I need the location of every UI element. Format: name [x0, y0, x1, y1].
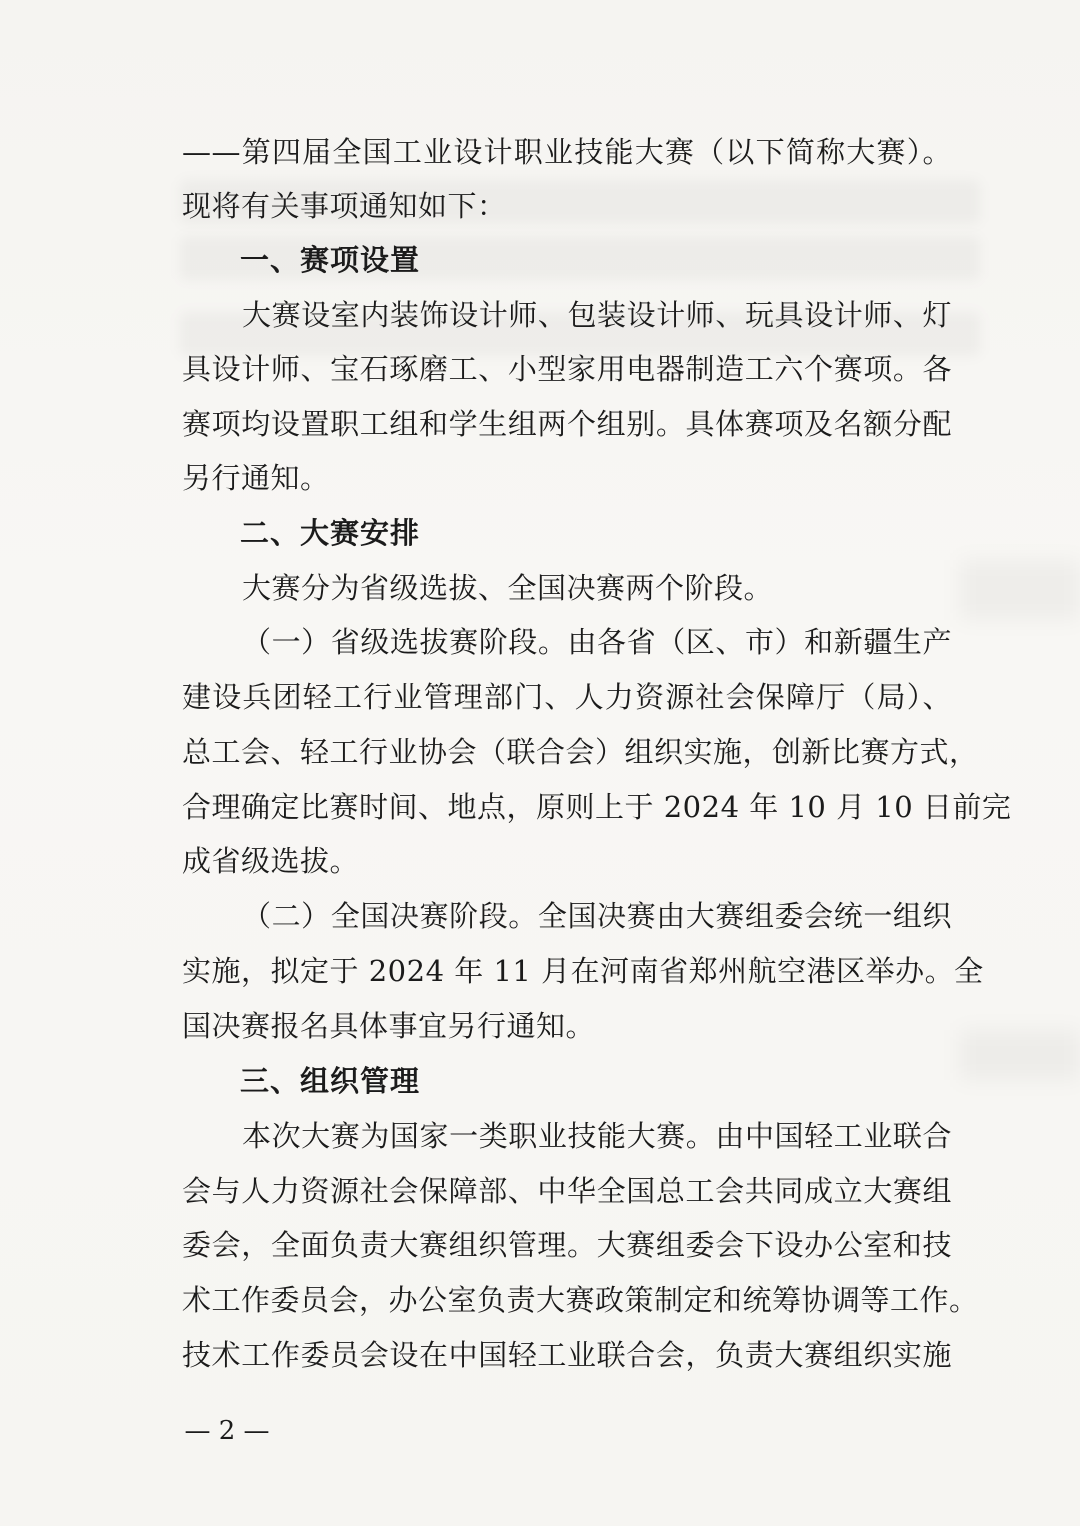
bleed-through-shadow: [960, 1030, 1080, 1080]
section-heading: 三、组织管理: [240, 1064, 421, 1098]
body-line: 另行通知。: [182, 461, 330, 495]
body-line: 具设计师、宝石琢磨工、小型家用电器制造工六个赛项。各: [182, 352, 952, 386]
body-line: 术工作委员会，办公室负责大赛政策制定和统筹协调等工作。: [182, 1283, 979, 1317]
section-heading: 二、大赛安排: [240, 516, 421, 550]
section-heading: 一、赛项设置: [240, 243, 421, 277]
body-line: 实施，拟定于 2024 年 11 月在河南省郑州航空港区举办。全: [182, 954, 984, 988]
bleed-through-shadow: [960, 560, 1080, 620]
body-line: 赛项均设置职工组和学生组两个组别。具体赛项及名额分配: [182, 407, 952, 441]
body-line: （二）全国决赛阶段。全国决赛由大赛组委会统一组织: [242, 899, 952, 933]
body-line: ——第四届全国工业设计职业技能大赛（以下简称大赛）。: [182, 135, 952, 169]
body-line: 建设兵团轻工行业管理部门、人力资源社会保障厅（局）、: [182, 680, 952, 714]
body-line: 技术工作委员会设在中国轻工业联合会，负责大赛组织实施: [182, 1338, 952, 1372]
page-number: — 2 —: [184, 1416, 270, 1446]
body-line: 总工会、轻工行业协会（联合会）组织实施，创新比赛方式，: [182, 735, 979, 769]
body-line: 现将有关事项通知如下：: [182, 189, 507, 223]
body-line: （一）省级选拔赛阶段。由各省（区、市）和新疆生产: [242, 625, 952, 659]
body-line: 大赛设室内装饰设计师、包装设计师、玩具设计师、灯: [242, 298, 952, 332]
body-line: 合理确定比赛时间、地点，原则上于 2024 年 10 月 10 日前完: [182, 790, 1012, 824]
body-line: 本次大赛为国家一类职业技能大赛。由中国轻工业联合: [242, 1119, 952, 1153]
body-line: 国决赛报名具体事宜另行通知。: [182, 1009, 596, 1043]
body-line: 大赛分为省级选拔、全国决赛两个阶段。: [242, 571, 774, 605]
body-line: 成省级选拔。: [182, 844, 360, 878]
body-line: 委会，全面负责大赛组织管理。大赛组委会下设办公室和技: [182, 1228, 952, 1262]
body-line: 会与人力资源社会保障部、中华全国总工会共同成立大赛组: [182, 1174, 952, 1208]
